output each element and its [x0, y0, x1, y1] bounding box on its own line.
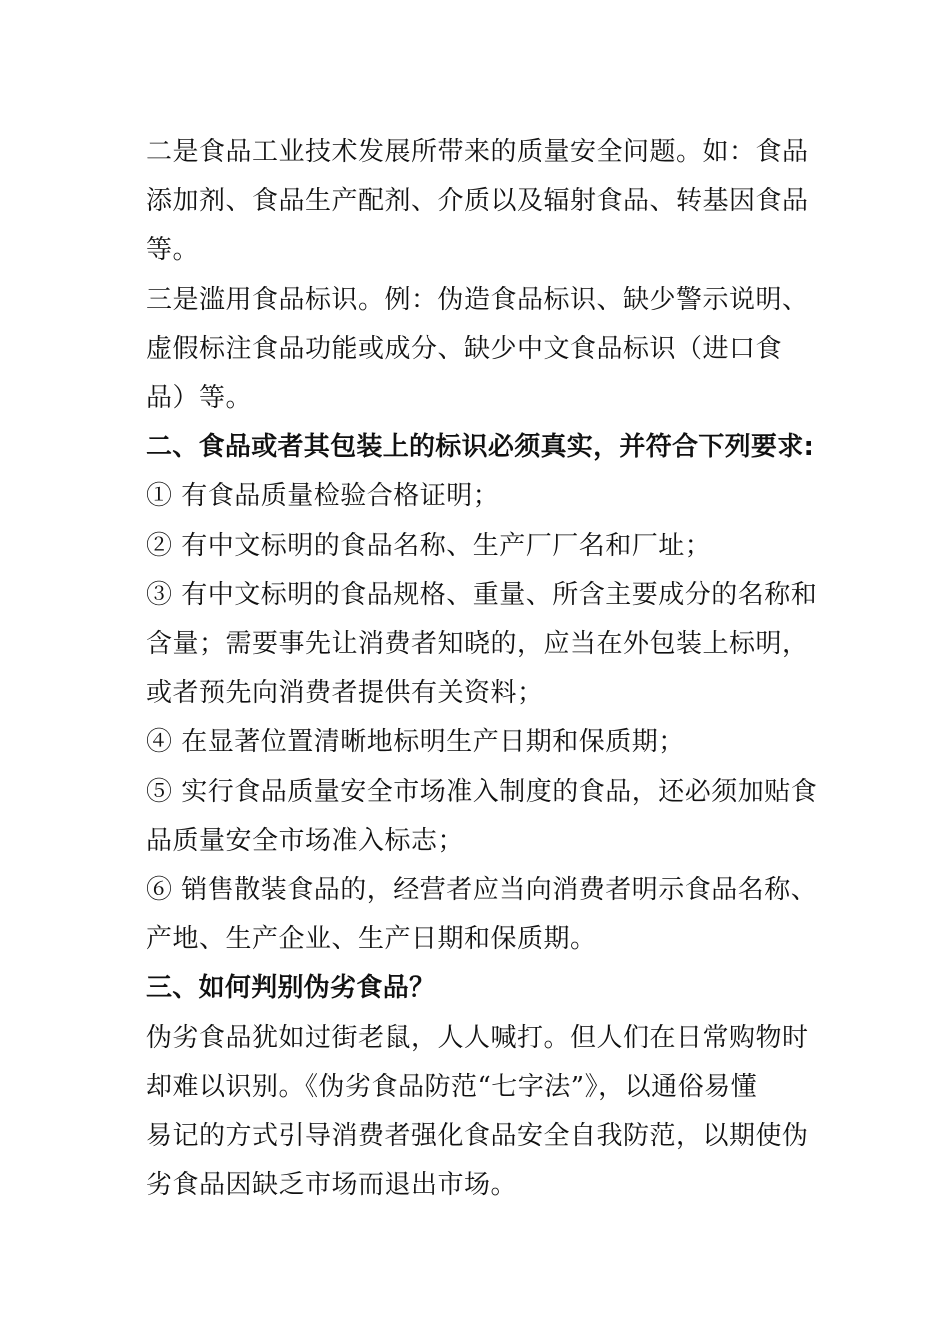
- paragraph-line: 伪劣食品犹如过街老鼠，人人喊打。但人们在日常购物时: [146, 1022, 809, 1053]
- list-item: ② 有中文标明的食品名称、生产厂厂名和厂址；: [146, 530, 712, 561]
- paragraph-line: 三是滥用食品标识。例：伪造食品标识、缺少警示说明、: [146, 284, 809, 315]
- paragraph-line: 虚假标注食品功能或成分、缺少中文食品标识（进口食: [146, 333, 783, 364]
- list-item-continuation: 或者预先向消费者提供有关资料；: [146, 678, 544, 709]
- list-item: ⑥ 销售散装食品的，经营者应当向消费者明示食品名称、: [146, 875, 818, 906]
- paragraph-line: 品）等。: [146, 383, 253, 414]
- section-heading: 三、如何判别伪劣食品？: [146, 973, 436, 1004]
- paragraph-line: 劣食品因缺乏市场而退出市场。: [146, 1170, 518, 1201]
- list-item: ⑤ 实行食品质量安全市场准入制度的食品，还必须加贴食: [146, 776, 818, 807]
- list-item-continuation: 含量；需要事先让消费者知晓的，应当在外包装上标明，: [146, 629, 809, 660]
- paragraph-line: 添加剂、食品生产配剂、介质以及辐射食品、转基因食品: [146, 186, 809, 217]
- list-item-continuation: 产地、生产企业、生产日期和保质期。: [146, 924, 597, 955]
- paragraph-line: 二是食品工业技术发展所带来的质量安全问题。如：食品: [146, 137, 809, 167]
- list-item: ④ 在显著位置清晰地标明生产日期和保质期；: [146, 727, 685, 758]
- list-item: ① 有食品质量检验合格证明；: [146, 481, 500, 512]
- list-item: ③ 有中文标明的食品规格、重量、所含主要成分的名称和: [146, 579, 818, 610]
- paragraph-line: 却难以识别。《伪劣食品防范“七字法”》，以通俗易懂: [146, 1071, 758, 1102]
- paragraph-line: 等。: [146, 235, 200, 266]
- section-heading: 二、食品或者其包装上的标识必须真实，并符合下列要求:: [146, 432, 815, 463]
- document-body: [146, 128, 818, 1210]
- list-item-continuation: 品质量安全市场准入标志；: [146, 825, 465, 856]
- paragraph-line: 易记的方式引导消费者强化食品安全自我防范，以期使伪: [146, 1121, 809, 1152]
